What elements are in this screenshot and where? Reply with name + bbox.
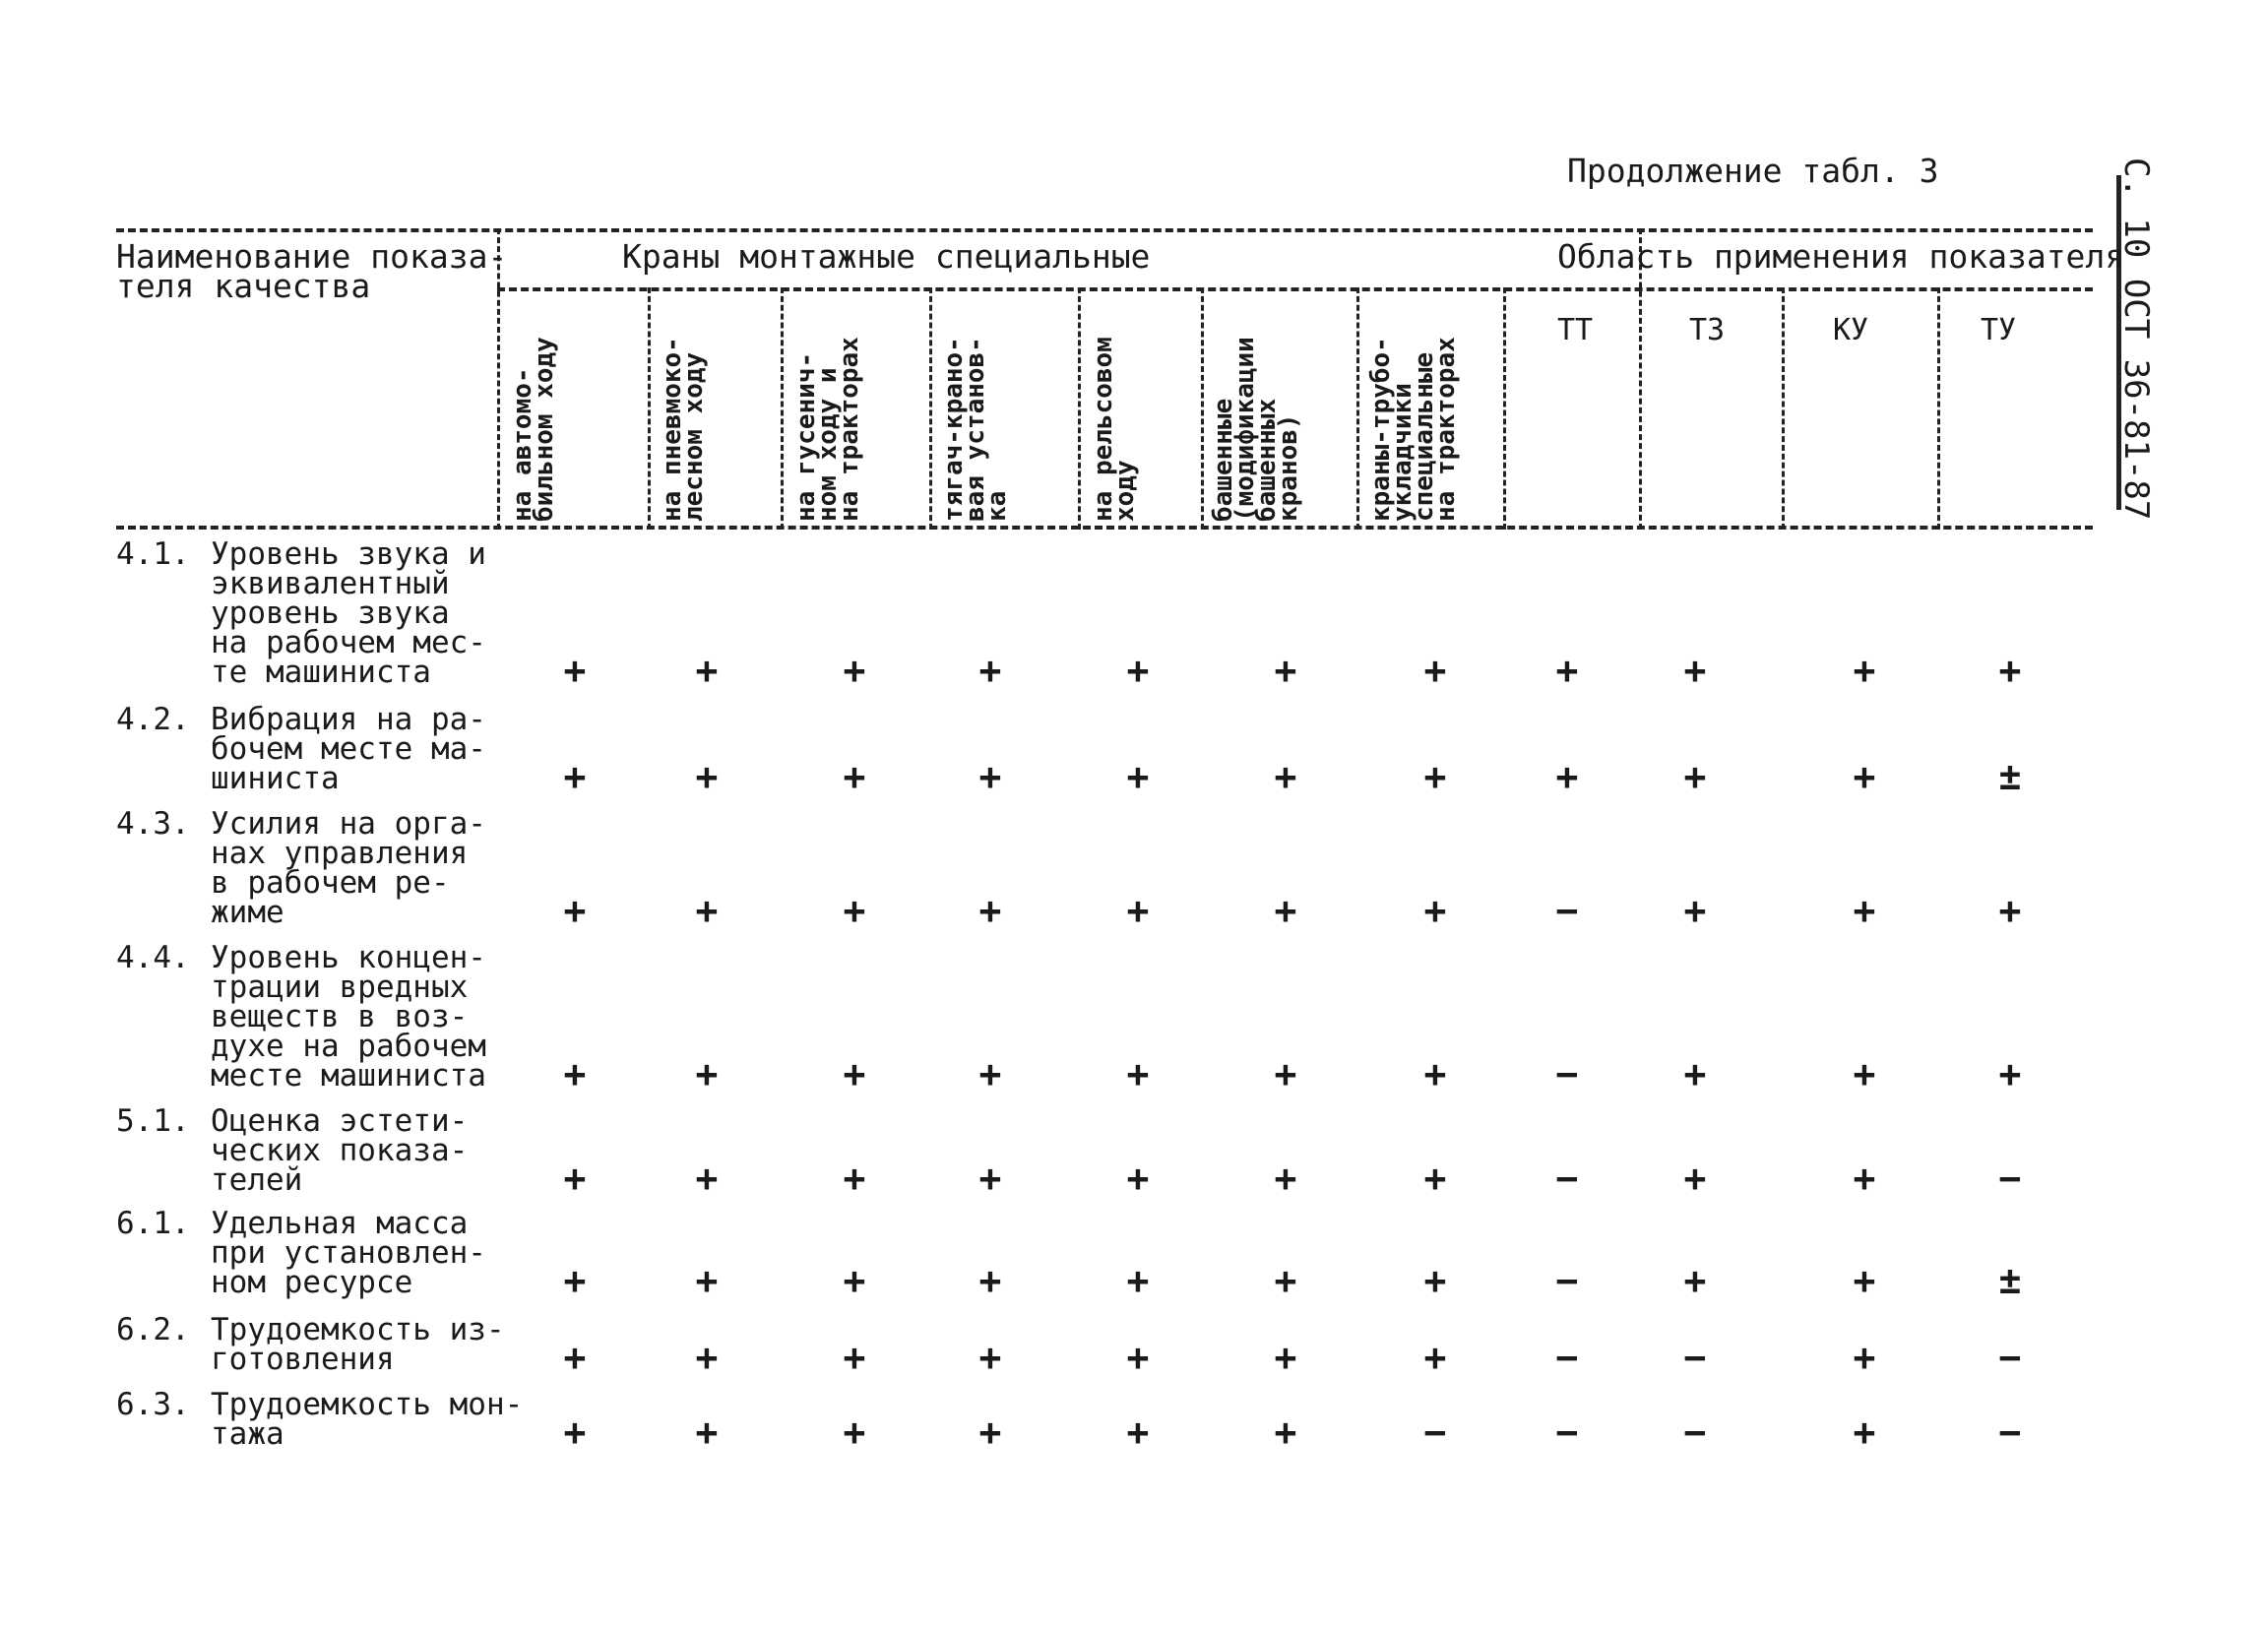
applicability-mark: +	[1683, 755, 1707, 798]
applicability-mark: +	[1126, 649, 1150, 692]
applicability-mark: +	[563, 1157, 587, 1200]
applicability-mark: +	[978, 649, 1002, 692]
applicability-mark: +	[1274, 1410, 1297, 1454]
applicability-mark: +	[1683, 1259, 1707, 1302]
applicability-mark: +	[563, 1410, 587, 1454]
column-divider	[1937, 287, 1940, 530]
applicability-mark: +	[1274, 755, 1297, 798]
applicability-mark: +	[1683, 649, 1707, 692]
header-crane-type-2: на пневмоко- лесном ходу	[658, 337, 709, 522]
applicability-mark: +	[843, 889, 866, 932]
header-crane-type-3: на гусенич- ном ходу и на тракторах	[791, 337, 864, 522]
applicability-mark: +	[563, 755, 587, 798]
applicability-mark: +	[563, 1259, 587, 1302]
applicability-mark: +	[843, 1410, 866, 1454]
applicability-mark: +	[1555, 755, 1579, 798]
applicability-mark: +	[695, 889, 719, 932]
applicability-mark: +	[843, 1052, 866, 1095]
column-divider	[929, 287, 932, 530]
applicability-mark: +	[1423, 649, 1447, 692]
applicability-mark: +	[1423, 1259, 1447, 1302]
subheader-rule	[497, 287, 2093, 291]
applicability-mark: +	[695, 1336, 719, 1379]
applicability-mark: +	[563, 649, 587, 692]
applicability-mark: −	[1998, 1157, 2022, 1200]
applicability-mark: +	[1853, 1052, 1876, 1095]
header-area-code-тт: ТТ	[1557, 313, 1594, 347]
applicability-mark: +	[978, 755, 1002, 798]
row-number: 6.3.	[116, 1387, 190, 1422]
applicability-mark: +	[1274, 649, 1297, 692]
row-indicator-name: Уровень звука и эквивалентный уровень звука на рабочем мес- те машиниста	[211, 536, 486, 690]
row-indicator-name: Оценка эстети- ческих показа- телей	[211, 1103, 469, 1198]
applicability-mark: +	[563, 889, 587, 932]
applicability-mark: −	[1555, 1336, 1579, 1379]
row-number: 4.4.	[116, 940, 190, 975]
header-top-rule	[116, 228, 2093, 232]
applicability-mark: +	[1555, 649, 1579, 692]
applicability-mark: +	[1683, 1052, 1707, 1095]
applicability-mark: +	[843, 755, 866, 798]
applicability-mark: +	[1274, 1052, 1297, 1095]
applicability-mark: +	[695, 1052, 719, 1095]
applicability-mark: +	[1423, 1336, 1447, 1379]
applicability-mark: +	[1853, 755, 1876, 798]
applicability-mark: +	[695, 755, 719, 798]
applicability-mark: +	[978, 1052, 1002, 1095]
row-indicator-name: Трудоемкость мон- тажа	[211, 1387, 524, 1452]
header-crane-type-6: башенные (модификации башенных кранов)	[1209, 337, 1303, 522]
header-cranes-group: Краны монтажные специальные	[622, 237, 1151, 276]
row-number: 6.1.	[116, 1206, 190, 1241]
applicability-mark: +	[843, 649, 866, 692]
applicability-mark: −	[1555, 1157, 1579, 1200]
applicability-mark: +	[1126, 1157, 1150, 1200]
applicability-mark: ±	[1998, 1259, 2022, 1302]
applicability-mark: +	[978, 1410, 1002, 1454]
applicability-mark: +	[1683, 889, 1707, 932]
applicability-mark: +	[843, 1259, 866, 1302]
applicability-mark: +	[1126, 1410, 1150, 1454]
header-bottom-rule	[116, 526, 2093, 530]
header-crane-type-5: на рельсовом ходу	[1089, 337, 1140, 522]
header-crane-type-4: тягач-крано- вая установ- ка	[939, 337, 1012, 522]
column-divider	[781, 287, 784, 530]
applicability-mark: +	[843, 1157, 866, 1200]
column-divider	[1503, 287, 1506, 530]
header-area-code-ту: ТУ	[1981, 313, 2017, 347]
applicability-mark: +	[695, 1410, 719, 1454]
column-divider	[1201, 287, 1204, 530]
column-divider	[648, 287, 651, 530]
applicability-mark: +	[1998, 889, 2022, 932]
applicability-mark: −	[1423, 1410, 1447, 1454]
applicability-mark: −	[1683, 1336, 1707, 1379]
row-number: 5.1.	[116, 1103, 190, 1139]
applicability-mark: −	[1998, 1410, 2022, 1454]
applicability-mark: +	[695, 1259, 719, 1302]
applicability-mark: +	[978, 1259, 1002, 1302]
applicability-mark: +	[1853, 649, 1876, 692]
side-rule	[2116, 175, 2121, 510]
applicability-mark: +	[1853, 1157, 1876, 1200]
applicability-mark: +	[1126, 1052, 1150, 1095]
applicability-mark: +	[1423, 1052, 1447, 1095]
row-number: 4.2.	[116, 702, 190, 737]
row-indicator-name: Вибрация на ра- бочем месте ма- шиниста	[211, 702, 486, 796]
applicability-mark: −	[1555, 1410, 1579, 1454]
header-name-column-cont: теля качества	[116, 267, 371, 305]
header-name-column: Наименование показа-	[116, 237, 508, 276]
applicability-mark: +	[1853, 1336, 1876, 1379]
applicability-mark: +	[1853, 889, 1876, 932]
row-indicator-name: Усилия на орга- нах управления в рабочем ре- жиме	[211, 806, 486, 930]
applicability-mark: +	[1998, 1052, 2022, 1095]
applicability-mark: +	[1683, 1157, 1707, 1200]
applicability-mark: +	[1126, 755, 1150, 798]
applicability-mark: +	[563, 1052, 587, 1095]
header-crane-type-1: на автомо- бильном ходу	[508, 337, 559, 522]
applicability-mark: +	[1853, 1259, 1876, 1302]
applicability-mark: +	[1998, 649, 2022, 692]
applicability-mark: +	[1423, 755, 1447, 798]
applicability-mark: −	[1998, 1336, 2022, 1379]
row-indicator-name: Уровень концен- трации вредных веществ в воз- духе на рабочем месте машиниста	[211, 940, 486, 1094]
applicability-mark: −	[1683, 1410, 1707, 1454]
header-area-code-тз: ТЗ	[1689, 313, 1726, 347]
applicability-mark: +	[978, 889, 1002, 932]
row-number: 4.1.	[116, 536, 190, 572]
applicability-mark: +	[1423, 1157, 1447, 1200]
applicability-mark: −	[1555, 1259, 1579, 1302]
row-number: 4.3.	[116, 806, 190, 842]
column-divider	[1782, 287, 1785, 530]
row-indicator-name: Удельная масса при установлен- ном ресурсе	[211, 1206, 486, 1300]
row-indicator-name: Трудоемкость из- готовления	[211, 1312, 505, 1377]
column-divider	[1078, 287, 1081, 530]
applicability-mark: −	[1555, 1052, 1579, 1095]
applicability-mark: ±	[1998, 755, 2022, 798]
column-divider	[1356, 287, 1359, 530]
header-application-area: Область применения показателя	[1557, 237, 2125, 276]
continuation-label: Продолжение табл. 3	[1567, 152, 1939, 190]
applicability-mark: +	[843, 1336, 866, 1379]
row-number: 6.2.	[116, 1312, 190, 1347]
applicability-mark: +	[695, 1157, 719, 1200]
applicability-mark: +	[978, 1336, 1002, 1379]
applicability-mark: +	[563, 1336, 587, 1379]
page-side-label: С. 10 ОСТ 36-81-87	[2116, 157, 2156, 521]
header-area-code-ку: КУ	[1833, 313, 1869, 347]
applicability-mark: +	[1126, 1336, 1150, 1379]
applicability-mark: +	[1274, 889, 1297, 932]
applicability-mark: +	[1274, 1259, 1297, 1302]
applicability-mark: +	[1126, 889, 1150, 932]
applicability-mark: −	[1555, 889, 1579, 932]
applicability-mark: +	[1853, 1410, 1876, 1454]
applicability-mark: +	[695, 649, 719, 692]
applicability-mark: +	[1274, 1157, 1297, 1200]
applicability-mark: +	[978, 1157, 1002, 1200]
applicability-mark: +	[1274, 1336, 1297, 1379]
applicability-mark: +	[1423, 889, 1447, 932]
header-crane-type-7: краны-трубо- укладчики специальные на тракторах	[1366, 337, 1461, 522]
applicability-mark: +	[1126, 1259, 1150, 1302]
